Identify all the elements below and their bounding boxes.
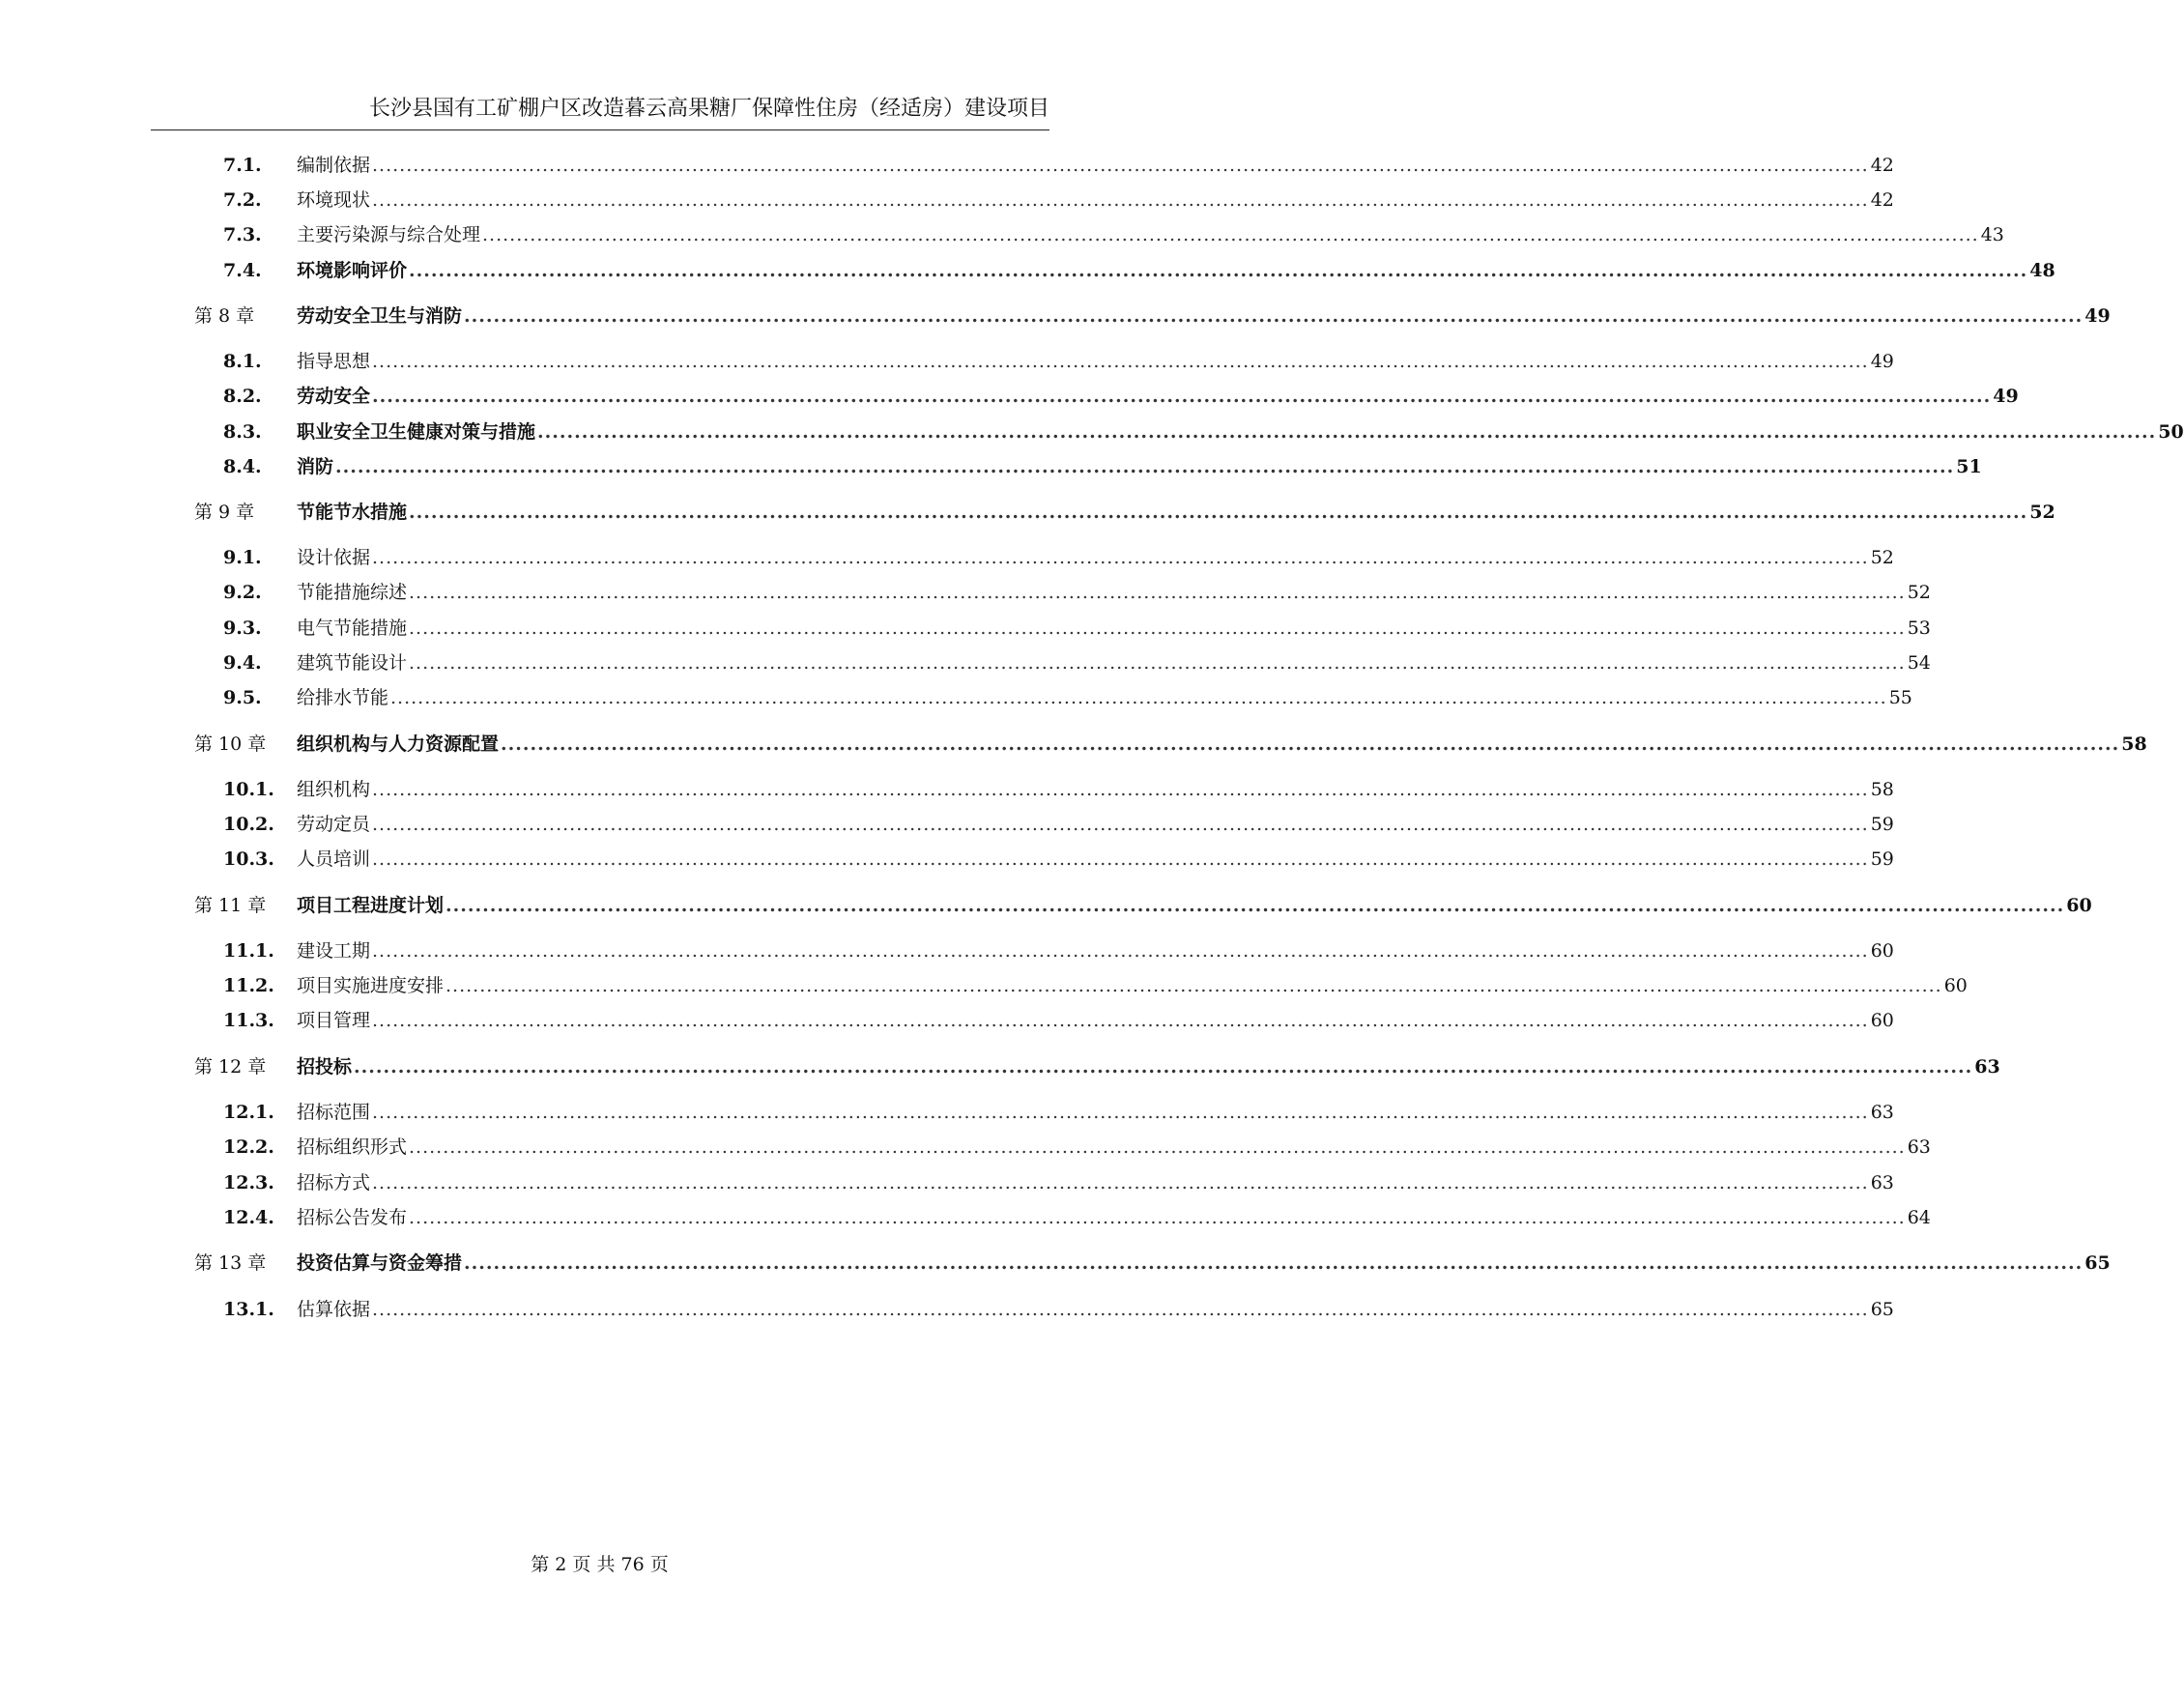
toc-section-entry[interactable] [0, 614, 1931, 643]
toc-entry-number: 10.1. [223, 779, 274, 800]
toc-entry-line [297, 151, 1894, 180]
toc-entry-number: 第 13 章 [194, 1252, 267, 1274]
toc-section-entry[interactable] [0, 186, 1894, 215]
toc-entry-number: 10.3. [223, 848, 274, 870]
toc-leader-dots: ............................................................................................................................................................................................................................ [372, 351, 1869, 372]
toc-chapter-entry[interactable] [0, 498, 2055, 527]
toc-leader-dots: ............................................................................................................................................................................................................................ [372, 547, 1869, 568]
toc-entry-title: 劳动安全卫生与消防 [297, 305, 463, 327]
toc-section-entry[interactable] [0, 452, 1982, 481]
toc-entry-title: 指导思想 [297, 351, 371, 372]
toc-leader-dots: ............................................................................................................................................................................................................................ [482, 224, 1979, 245]
toc-page-number: 52 [1907, 582, 1931, 603]
toc-entry-number: 8.3. [223, 421, 262, 443]
toc-entry-title: 建设工期 [297, 940, 371, 962]
toc-page-number: 55 [1888, 687, 1912, 708]
toc-entry-title: 环境现状 [297, 189, 371, 211]
toc-entry-line [297, 302, 2111, 331]
toc-entry-title: 项目实施进度安排 [297, 975, 445, 996]
toc-leader-dots: ............................................................................................................................................................................................................................ [372, 1299, 1869, 1320]
toc-entry-number: 12.4. [223, 1207, 274, 1228]
toc-entry-line [297, 845, 1894, 874]
toc-leader-dots: ............................................................................................................................................................................................................................ [372, 1010, 1869, 1031]
toc-section-entry[interactable] [0, 220, 2004, 249]
toc-entry-line [297, 1133, 1931, 1162]
toc-leader-dots: ............................................................................................................................................................................................................................ [464, 1252, 2083, 1274]
toc-entry-number: 11.1. [223, 940, 274, 962]
toc-page-number: 58 [1870, 779, 1894, 800]
toc-entry-number: 第 8 章 [194, 305, 255, 327]
toc-page-number: 59 [1870, 814, 1894, 835]
toc-entry-title: 主要污染源与综合处理 [297, 224, 481, 245]
toc-entry-title: 给排水节能 [297, 687, 389, 708]
toc-section-entry[interactable] [0, 1133, 1931, 1162]
toc-entry-line [297, 1168, 1894, 1197]
toc-entry-line [297, 936, 1894, 965]
toc-section-entry[interactable] [0, 936, 1894, 965]
toc-page-number: 60 [1870, 1010, 1894, 1031]
toc-entry-line [297, 1098, 1894, 1127]
toc-page-number: 49 [1993, 386, 2019, 407]
toc-chapter-entry[interactable] [0, 1052, 2000, 1081]
toc-entry-title: 环境影响评价 [297, 260, 408, 281]
toc-section-entry[interactable] [0, 1203, 1931, 1232]
toc-entry-line [297, 1295, 1894, 1324]
toc-page-number: 59 [1870, 848, 1894, 870]
toc-entry-line [297, 1203, 1931, 1232]
toc-entry-number: 第 11 章 [194, 895, 267, 916]
running-header: 长沙县国有工矿棚户区改造暮云高果糖厂保障性住房（经适房）建设项目 [151, 95, 1049, 130]
toc-entry-title: 电气节能措施 [297, 618, 408, 639]
toc-entry-title: 劳动安全 [297, 386, 371, 407]
toc-entry-number: 11.3. [223, 1010, 274, 1031]
toc-page-number: 49 [1870, 351, 1894, 372]
toc-page-number: 60 [1943, 975, 1968, 996]
toc-entry-number: 7.1. [223, 155, 262, 176]
toc-entry-line [297, 1006, 1894, 1035]
toc-entry-title: 节能措施综述 [297, 582, 408, 603]
toc-leader-dots: ............................................................................................................................................................................................................................ [409, 618, 1906, 639]
toc-entry-number: 第 10 章 [194, 733, 267, 755]
toc-page-number: 49 [2084, 305, 2111, 327]
toc-section-entry[interactable] [0, 648, 1931, 677]
toc-entry-title: 招投标 [297, 1056, 353, 1078]
toc-chapter-entry[interactable] [0, 730, 2147, 759]
toc-section-entry[interactable] [0, 1098, 1894, 1127]
toc-leader-dots: ............................................................................................................................................................................................................................ [372, 940, 1869, 962]
toc-section-entry[interactable] [0, 683, 1912, 712]
toc-leader-dots: ............................................................................................................................................................................................................................ [409, 260, 2028, 281]
toc-page-number: 43 [1980, 224, 2004, 245]
toc-entry-title: 招标范围 [297, 1102, 371, 1123]
toc-entry-title: 组织机构 [297, 779, 371, 800]
toc-entry-line [297, 614, 1931, 643]
toc-section-entry[interactable] [0, 810, 1894, 839]
toc-entry-title: 编制依据 [297, 155, 371, 176]
toc-page-number: 65 [1870, 1299, 1894, 1320]
toc-section-entry[interactable] [0, 417, 2184, 446]
toc-page-number: 63 [1907, 1136, 1931, 1158]
toc-entry-title: 消防 [297, 456, 334, 477]
toc-entry-title: 人员培训 [297, 848, 371, 870]
toc-entry-line [297, 347, 1894, 376]
toc-page-number: 60 [2066, 895, 2092, 916]
toc-leader-dots: ............................................................................................................................................................................................................................ [354, 1056, 1973, 1078]
toc-entry-line [297, 683, 1912, 712]
toc-entry-title: 组织机构与人力资源配置 [297, 733, 500, 755]
toc-entry-number: 12.1. [223, 1102, 274, 1123]
toc-section-entry[interactable] [0, 256, 2055, 285]
page-footer: 第 2 页 共 76 页 [531, 1554, 669, 1575]
toc-entry-title: 估算依据 [297, 1299, 371, 1320]
toc-leader-dots: ............................................................................................................................................................................................................................ [390, 687, 1887, 708]
toc-entry-number: 7.3. [223, 224, 262, 245]
toc-entry-title: 招标公告发布 [297, 1207, 408, 1228]
toc-page-number: 64 [1907, 1207, 1931, 1228]
toc-leader-dots: ............................................................................................................................................................................................................................ [372, 189, 1869, 211]
toc-page-number: 42 [1870, 155, 1894, 176]
toc-section-entry[interactable] [0, 1168, 1894, 1197]
toc-leader-dots: ............................................................................................................................................................................................................................ [372, 386, 1992, 407]
toc-leader-dots: ............................................................................................................................................................................................................................ [372, 1172, 1869, 1193]
toc-section-entry[interactable] [0, 382, 2019, 411]
toc-entry-number: 12.3. [223, 1172, 274, 1193]
toc-page-number: 63 [1974, 1056, 2000, 1078]
toc-entry-number: 12.2. [223, 1136, 274, 1158]
toc-entry-title: 招标方式 [297, 1172, 371, 1193]
toc-entry-line [297, 578, 1931, 607]
toc-section-entry[interactable] [0, 775, 1894, 804]
toc-section-entry[interactable] [0, 151, 1894, 180]
toc-entry-line [297, 971, 1968, 1000]
toc-page-number: 53 [1907, 618, 1931, 639]
toc-entry-number: 11.2. [223, 975, 274, 996]
toc-entry-title: 投资估算与资金筹措 [297, 1252, 463, 1274]
toc-entry-number: 9.4. [223, 652, 262, 674]
toc-entry-line [297, 186, 1894, 215]
toc-entry-number: 9.2. [223, 582, 262, 603]
toc-leader-dots: ............................................................................................................................................................................................................................ [501, 733, 2120, 755]
toc-entry-line [297, 543, 1894, 572]
toc-entry-line [297, 256, 2055, 285]
toc-entry-title: 项目管理 [297, 1010, 371, 1031]
toc-page-number: 50 [2158, 421, 2184, 443]
toc-page-number: 63 [1870, 1102, 1894, 1123]
toc-entry-line [297, 810, 1894, 839]
toc-leader-dots: ............................................................................................................................................................................................................................ [372, 848, 1869, 870]
toc-entry-line [297, 452, 1982, 481]
toc-leader-dots: ............................................................................................................................................................................................................................ [409, 502, 2028, 523]
toc-leader-dots: ............................................................................................................................................................................................................................ [445, 975, 1942, 996]
toc-entry-title: 项目工程进度计划 [297, 895, 445, 916]
toc-entry-number: 第 9 章 [194, 502, 255, 523]
toc-entry-line [297, 1052, 2000, 1081]
toc-chapter-entry[interactable] [0, 302, 2111, 331]
toc-section-entry[interactable] [0, 1295, 1894, 1324]
toc-entry-line [297, 775, 1894, 804]
toc-leader-dots: ............................................................................................................................................................................................................................ [409, 652, 1906, 674]
toc-entry-number: 第 12 章 [194, 1056, 267, 1078]
toc-entry-number: 9.3. [223, 618, 262, 639]
toc-page-number: 58 [2121, 733, 2147, 755]
toc-entry-line [297, 382, 2019, 411]
toc-page-number: 54 [1907, 652, 1931, 674]
toc-page-number: 51 [1956, 456, 1982, 477]
toc-leader-dots: ............................................................................................................................................................................................................................ [445, 895, 2065, 916]
toc-page-number: 63 [1870, 1172, 1894, 1193]
toc-leader-dots: ............................................................................................................................................................................................................................ [372, 779, 1869, 800]
toc-leader-dots: ............................................................................................................................................................................................................................ [372, 814, 1869, 835]
toc-page-number: 65 [2084, 1252, 2111, 1274]
toc-page-number: 42 [1870, 189, 1894, 211]
toc-page-number: 60 [1870, 940, 1894, 962]
toc-section-entry[interactable] [0, 845, 1894, 874]
toc-leader-dots: ............................................................................................................................................................................................................................ [372, 1102, 1869, 1123]
toc-entry-number: 7.2. [223, 189, 262, 211]
toc-entry-title: 招标组织形式 [297, 1136, 408, 1158]
toc-chapter-entry[interactable] [0, 1249, 2111, 1278]
toc-section-entry[interactable] [0, 347, 1894, 376]
toc-entry-line [297, 891, 2092, 920]
toc-entry-title: 设计依据 [297, 547, 371, 568]
toc-entry-title: 劳动定员 [297, 814, 371, 835]
toc-page-number: 52 [1870, 547, 1894, 568]
toc-section-entry[interactable] [0, 578, 1931, 607]
toc-section-entry[interactable] [0, 543, 1894, 572]
toc-entry-number: 8.4. [223, 456, 262, 477]
toc-entry-number: 10.2. [223, 814, 274, 835]
toc-leader-dots: ............................................................................................................................................................................................................................ [335, 456, 1955, 477]
toc-leader-dots: ............................................................................................................................................................................................................................ [409, 582, 1906, 603]
toc-page-number: 52 [2029, 502, 2055, 523]
toc-leader-dots: ............................................................................................................................................................................................................................ [537, 421, 2157, 443]
toc-entry-number: 7.4. [223, 260, 262, 281]
toc-entry-title: 职业安全卫生健康对策与措施 [297, 421, 536, 443]
toc-section-entry[interactable] [0, 1006, 1894, 1035]
toc-entry-line [297, 417, 2184, 446]
toc-entry-number: 13.1. [223, 1299, 274, 1320]
toc-entry-number: 8.1. [223, 351, 262, 372]
toc-entry-number: 9.5. [223, 687, 262, 708]
toc-entry-line [297, 648, 1931, 677]
toc-leader-dots: ............................................................................................................................................................................................................................ [409, 1207, 1906, 1228]
toc-entry-line [297, 1249, 2111, 1278]
toc-entry-number: 8.2. [223, 386, 262, 407]
toc-leader-dots: ............................................................................................................................................................................................................................ [464, 305, 2083, 327]
toc-entry-line [297, 730, 2147, 759]
toc-entry-title: 节能节水措施 [297, 502, 408, 523]
toc-leader-dots: ............................................................................................................................................................................................................................ [409, 1136, 1906, 1158]
toc-leader-dots: ............................................................................................................................................................................................................................ [372, 155, 1869, 176]
toc-entry-line [297, 220, 2004, 249]
toc-entry-line [297, 498, 2055, 527]
toc-section-entry[interactable] [0, 971, 1968, 1000]
toc-page-number: 48 [2029, 260, 2055, 281]
toc-entry-number: 9.1. [223, 547, 262, 568]
toc-entry-title: 建筑节能设计 [297, 652, 408, 674]
toc-chapter-entry[interactable] [0, 891, 2092, 920]
